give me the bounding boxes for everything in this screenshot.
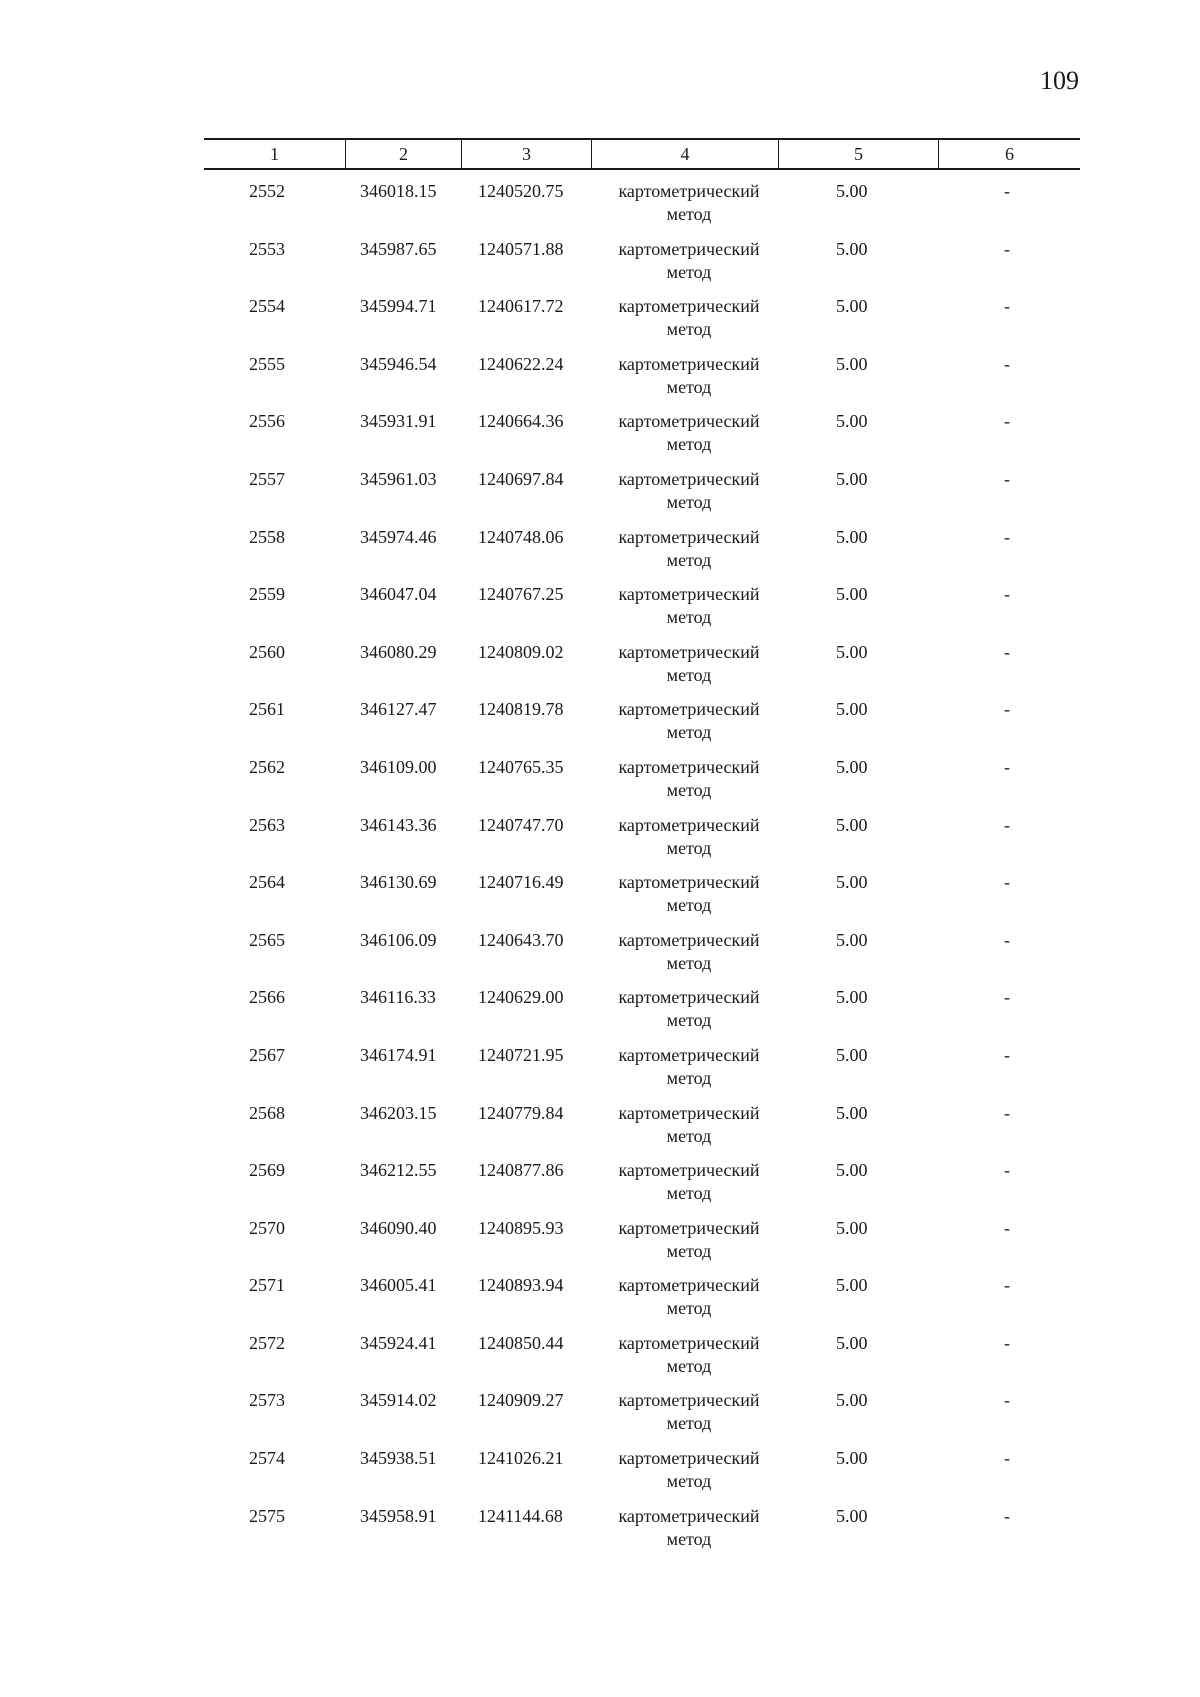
table-row	[204, 641, 1080, 699]
method-line-1: картометрический	[618, 296, 760, 317]
error-value: 5.00	[836, 929, 868, 950]
method	[604, 929, 774, 975]
table-row	[204, 353, 1080, 411]
method	[604, 871, 774, 917]
method	[604, 468, 774, 514]
method-line-2: метод	[666, 952, 712, 973]
coord-y: 1240767.25	[478, 584, 564, 605]
method	[604, 814, 774, 860]
coord-y: 1240697.84	[478, 468, 564, 489]
method	[604, 641, 774, 687]
coord-y: 1240850.44	[478, 1332, 564, 1353]
table-row	[204, 1044, 1080, 1102]
coord-x: 346047.04	[360, 584, 437, 605]
method-line-1: картометрический	[618, 1390, 760, 1411]
method	[604, 756, 774, 802]
coord-x: 346005.41	[360, 1275, 437, 1296]
header-col-1: 1	[204, 140, 346, 168]
method-line-1: картометрический	[618, 756, 760, 777]
method	[604, 986, 774, 1032]
table-row	[204, 814, 1080, 872]
table-row	[204, 1447, 1080, 1505]
method	[604, 1159, 774, 1205]
method-line-1: картометрический	[618, 1044, 760, 1065]
coord-x: 346174.91	[360, 1044, 437, 1065]
error-value: 5.00	[836, 411, 868, 432]
method-line-2: метод	[666, 1240, 712, 1261]
table-row	[204, 1332, 1080, 1390]
note: -	[1004, 814, 1010, 835]
note: -	[1004, 1332, 1010, 1353]
error-value: 5.00	[836, 1332, 868, 1353]
error-value: 5.00	[836, 1390, 868, 1411]
point-number: 2563	[249, 814, 285, 835]
method-line-1: картометрический	[618, 1505, 760, 1526]
method-line-1: картометрический	[618, 584, 760, 605]
point-number: 2554	[249, 296, 285, 317]
coord-y: 1240721.95	[478, 1044, 564, 1065]
method	[604, 410, 774, 456]
note: -	[1004, 1044, 1010, 1065]
coord-y: 1240747.70	[478, 814, 564, 835]
method-line-1: картометрический	[618, 872, 760, 893]
coord-x: 345958.91	[360, 1505, 437, 1526]
method-line-1: картометрический	[618, 526, 760, 547]
method-line-1: картометрический	[618, 987, 760, 1008]
method-line-2: метод	[666, 261, 712, 282]
coord-y: 1240622.24	[478, 353, 564, 374]
header-col-4: 4	[592, 140, 779, 168]
error-value: 5.00	[836, 1160, 868, 1181]
table-row	[204, 295, 1080, 353]
method-line-2: метод	[666, 1355, 712, 1376]
coord-y: 1240643.70	[478, 929, 564, 950]
header-col-3: 3	[462, 140, 592, 168]
coord-y: 1240809.02	[478, 641, 564, 662]
table-row	[204, 1102, 1080, 1160]
point-number: 2555	[249, 353, 285, 374]
point-number: 2565	[249, 929, 285, 950]
method-line-2: метод	[666, 895, 712, 916]
note: -	[1004, 756, 1010, 777]
point-number: 2561	[249, 699, 285, 720]
method-line-2: метод	[666, 607, 712, 628]
coord-x: 345974.46	[360, 526, 437, 547]
page-number: 109	[1040, 66, 1079, 95]
table-row	[204, 410, 1080, 468]
method-line-2: метод	[666, 722, 712, 743]
note: -	[1004, 641, 1010, 662]
point-number: 2575	[249, 1505, 285, 1526]
point-number: 2566	[249, 987, 285, 1008]
note: -	[1004, 1505, 1010, 1526]
note: -	[1004, 353, 1010, 374]
method-line-1: картометрический	[618, 814, 760, 835]
table-row	[204, 468, 1080, 526]
error-value: 5.00	[836, 756, 868, 777]
error-value: 5.00	[836, 699, 868, 720]
method-line-1: картометрический	[618, 1160, 760, 1181]
method-line-2: метод	[666, 1067, 712, 1088]
method-line-1: картометрический	[618, 238, 760, 259]
method	[604, 1044, 774, 1090]
method-line-2: метод	[666, 204, 712, 224]
error-value: 5.00	[836, 353, 868, 374]
method-line-1: картометрический	[618, 1217, 760, 1238]
method-line-2: метод	[666, 1010, 712, 1031]
note: -	[1004, 1275, 1010, 1296]
coord-x: 345924.41	[360, 1332, 437, 1353]
method-line-2: метод	[666, 319, 712, 340]
table-body	[204, 180, 1080, 1562]
coord-x: 345931.91	[360, 411, 437, 432]
table-row	[204, 756, 1080, 814]
coord-y: 1241144.68	[478, 1505, 563, 1526]
method-line-2: метод	[666, 1413, 712, 1434]
point-number: 2568	[249, 1102, 285, 1123]
note: -	[1004, 411, 1010, 432]
table-row	[204, 238, 1080, 296]
coord-x: 346080.29	[360, 641, 437, 662]
coord-x: 346109.00	[360, 756, 437, 777]
point-number: 2573	[249, 1390, 285, 1411]
coord-x: 345938.51	[360, 1448, 437, 1469]
note: -	[1004, 699, 1010, 720]
method	[604, 1102, 774, 1148]
method-line-2: метод	[666, 1298, 712, 1319]
error-value: 5.00	[836, 584, 868, 605]
error-value: 5.00	[836, 1505, 868, 1526]
point-number: 2559	[249, 584, 285, 605]
note: -	[1004, 181, 1010, 201]
note: -	[1004, 584, 1010, 605]
method	[604, 353, 774, 399]
method	[604, 1447, 774, 1493]
method-line-2: метод	[666, 491, 712, 512]
point-number: 2558	[249, 526, 285, 547]
coord-y: 1240520.75	[478, 181, 564, 201]
coord-x: 346212.55	[360, 1160, 437, 1181]
method-line-2: метод	[666, 376, 712, 397]
method-line-2: метод	[666, 434, 712, 455]
coord-y: 1240909.27	[478, 1390, 564, 1411]
method	[604, 1217, 774, 1263]
coord-y: 1240877.86	[478, 1160, 564, 1181]
table-row	[204, 1505, 1080, 1563]
note: -	[1004, 296, 1010, 317]
point-number: 2560	[249, 641, 285, 662]
table-row	[204, 929, 1080, 987]
header-col-6: 6	[1005, 144, 1014, 164]
method-line-1: картометрический	[618, 699, 760, 720]
note: -	[1004, 987, 1010, 1008]
coord-x: 345914.02	[360, 1390, 437, 1411]
coord-y: 1240664.36	[478, 411, 564, 432]
coord-y: 1240748.06	[478, 526, 564, 547]
method-line-1: картометрический	[618, 1102, 760, 1123]
coord-x: 345961.03	[360, 468, 437, 489]
coord-y: 1240895.93	[478, 1217, 564, 1238]
note: -	[1004, 929, 1010, 950]
point-number: 2564	[249, 872, 285, 893]
table-row	[204, 1159, 1080, 1217]
coord-y: 1240893.94	[478, 1275, 564, 1296]
method	[604, 238, 774, 284]
method	[604, 583, 774, 629]
table-row	[204, 1274, 1080, 1332]
method	[604, 1274, 774, 1320]
coord-y: 1240629.00	[478, 987, 564, 1008]
point-number: 2556	[249, 411, 285, 432]
point-number: 2570	[249, 1217, 285, 1238]
coord-y: 1240779.84	[478, 1102, 564, 1123]
error-value: 5.00	[836, 814, 868, 835]
error-value: 5.00	[836, 238, 868, 259]
error-value: 5.00	[836, 987, 868, 1008]
error-value: 5.00	[836, 1217, 868, 1238]
method	[604, 1505, 774, 1551]
method-line-1: картометрический	[618, 1332, 760, 1353]
coord-y: 1240571.88	[478, 238, 564, 259]
method-line-2: метод	[666, 1183, 712, 1204]
coord-x: 345987.65	[360, 238, 437, 259]
note: -	[1004, 1390, 1010, 1411]
method-line-2: метод	[666, 779, 712, 800]
coord-x: 346130.69	[360, 872, 437, 893]
method-line-2: метод	[666, 837, 712, 858]
note: -	[1004, 872, 1010, 893]
point-number: 2567	[249, 1044, 285, 1065]
table-row	[204, 871, 1080, 929]
coord-x: 346090.40	[360, 1217, 437, 1238]
method	[604, 526, 774, 572]
note: -	[1004, 1448, 1010, 1469]
coord-x: 346018.15	[360, 181, 437, 201]
method-line-1: картометрический	[618, 411, 760, 432]
note: -	[1004, 1217, 1010, 1238]
table-row	[204, 180, 1080, 238]
method-line-1: картометрический	[618, 1448, 760, 1469]
method-line-1: картометрический	[618, 181, 760, 201]
coord-x: 346143.36	[360, 814, 437, 835]
method-line-1: картометрический	[618, 353, 760, 374]
method	[604, 180, 774, 226]
error-value: 5.00	[836, 1044, 868, 1065]
coord-y: 1241026.21	[478, 1448, 564, 1469]
note: -	[1004, 238, 1010, 259]
method-line-1: картометрический	[618, 641, 760, 662]
coord-y: 1240716.49	[478, 872, 564, 893]
coord-x: 345994.71	[360, 296, 437, 317]
note: -	[1004, 526, 1010, 547]
error-value: 5.00	[836, 526, 868, 547]
point-number: 2557	[249, 468, 285, 489]
note: -	[1004, 1160, 1010, 1181]
error-value: 5.00	[836, 296, 868, 317]
note: -	[1004, 1102, 1010, 1123]
point-number: 2552	[249, 181, 285, 201]
table-row	[204, 583, 1080, 641]
point-number: 2569	[249, 1160, 285, 1181]
point-number: 2572	[249, 1332, 285, 1353]
method	[604, 1332, 774, 1378]
method	[604, 1389, 774, 1435]
table-row	[204, 1389, 1080, 1447]
coord-y: 1240765.35	[478, 756, 564, 777]
coord-x: 346106.09	[360, 929, 437, 950]
method-line-1: картометрический	[618, 929, 760, 950]
method	[604, 698, 774, 744]
method-line-1: картометрический	[618, 1275, 760, 1296]
point-number: 2562	[249, 756, 285, 777]
point-number: 2571	[249, 1275, 285, 1296]
table-header	[204, 138, 1080, 170]
table-row	[204, 986, 1080, 1044]
error-value: 5.00	[836, 872, 868, 893]
table-row	[204, 1217, 1080, 1275]
coord-x: 345946.54	[360, 353, 437, 374]
coord-y: 1240819.78	[478, 699, 564, 720]
table-row	[204, 698, 1080, 756]
method-line-2: метод	[666, 1471, 712, 1492]
coord-x: 346116.33	[360, 987, 436, 1008]
point-number: 2553	[249, 238, 285, 259]
error-value: 5.00	[836, 1102, 868, 1123]
error-value: 5.00	[836, 641, 868, 662]
coord-x: 346203.15	[360, 1102, 437, 1123]
error-value: 5.00	[836, 1275, 868, 1296]
method-line-1: картометрический	[618, 468, 760, 489]
table-row	[204, 526, 1080, 584]
method-line-2: метод	[666, 1528, 712, 1549]
method-line-2: метод	[666, 1125, 712, 1146]
point-number: 2574	[249, 1448, 285, 1469]
coord-x: 346127.47	[360, 699, 437, 720]
error-value: 5.00	[836, 1448, 868, 1469]
header-col-5: 5	[779, 140, 939, 168]
method-line-2: метод	[666, 664, 712, 685]
method-line-2: метод	[666, 549, 712, 570]
error-value: 5.00	[836, 468, 868, 489]
note: -	[1004, 468, 1010, 489]
coord-y: 1240617.72	[478, 296, 564, 317]
method	[604, 295, 774, 341]
error-value: 5.00	[836, 181, 868, 201]
header-col-2: 2	[346, 140, 462, 168]
